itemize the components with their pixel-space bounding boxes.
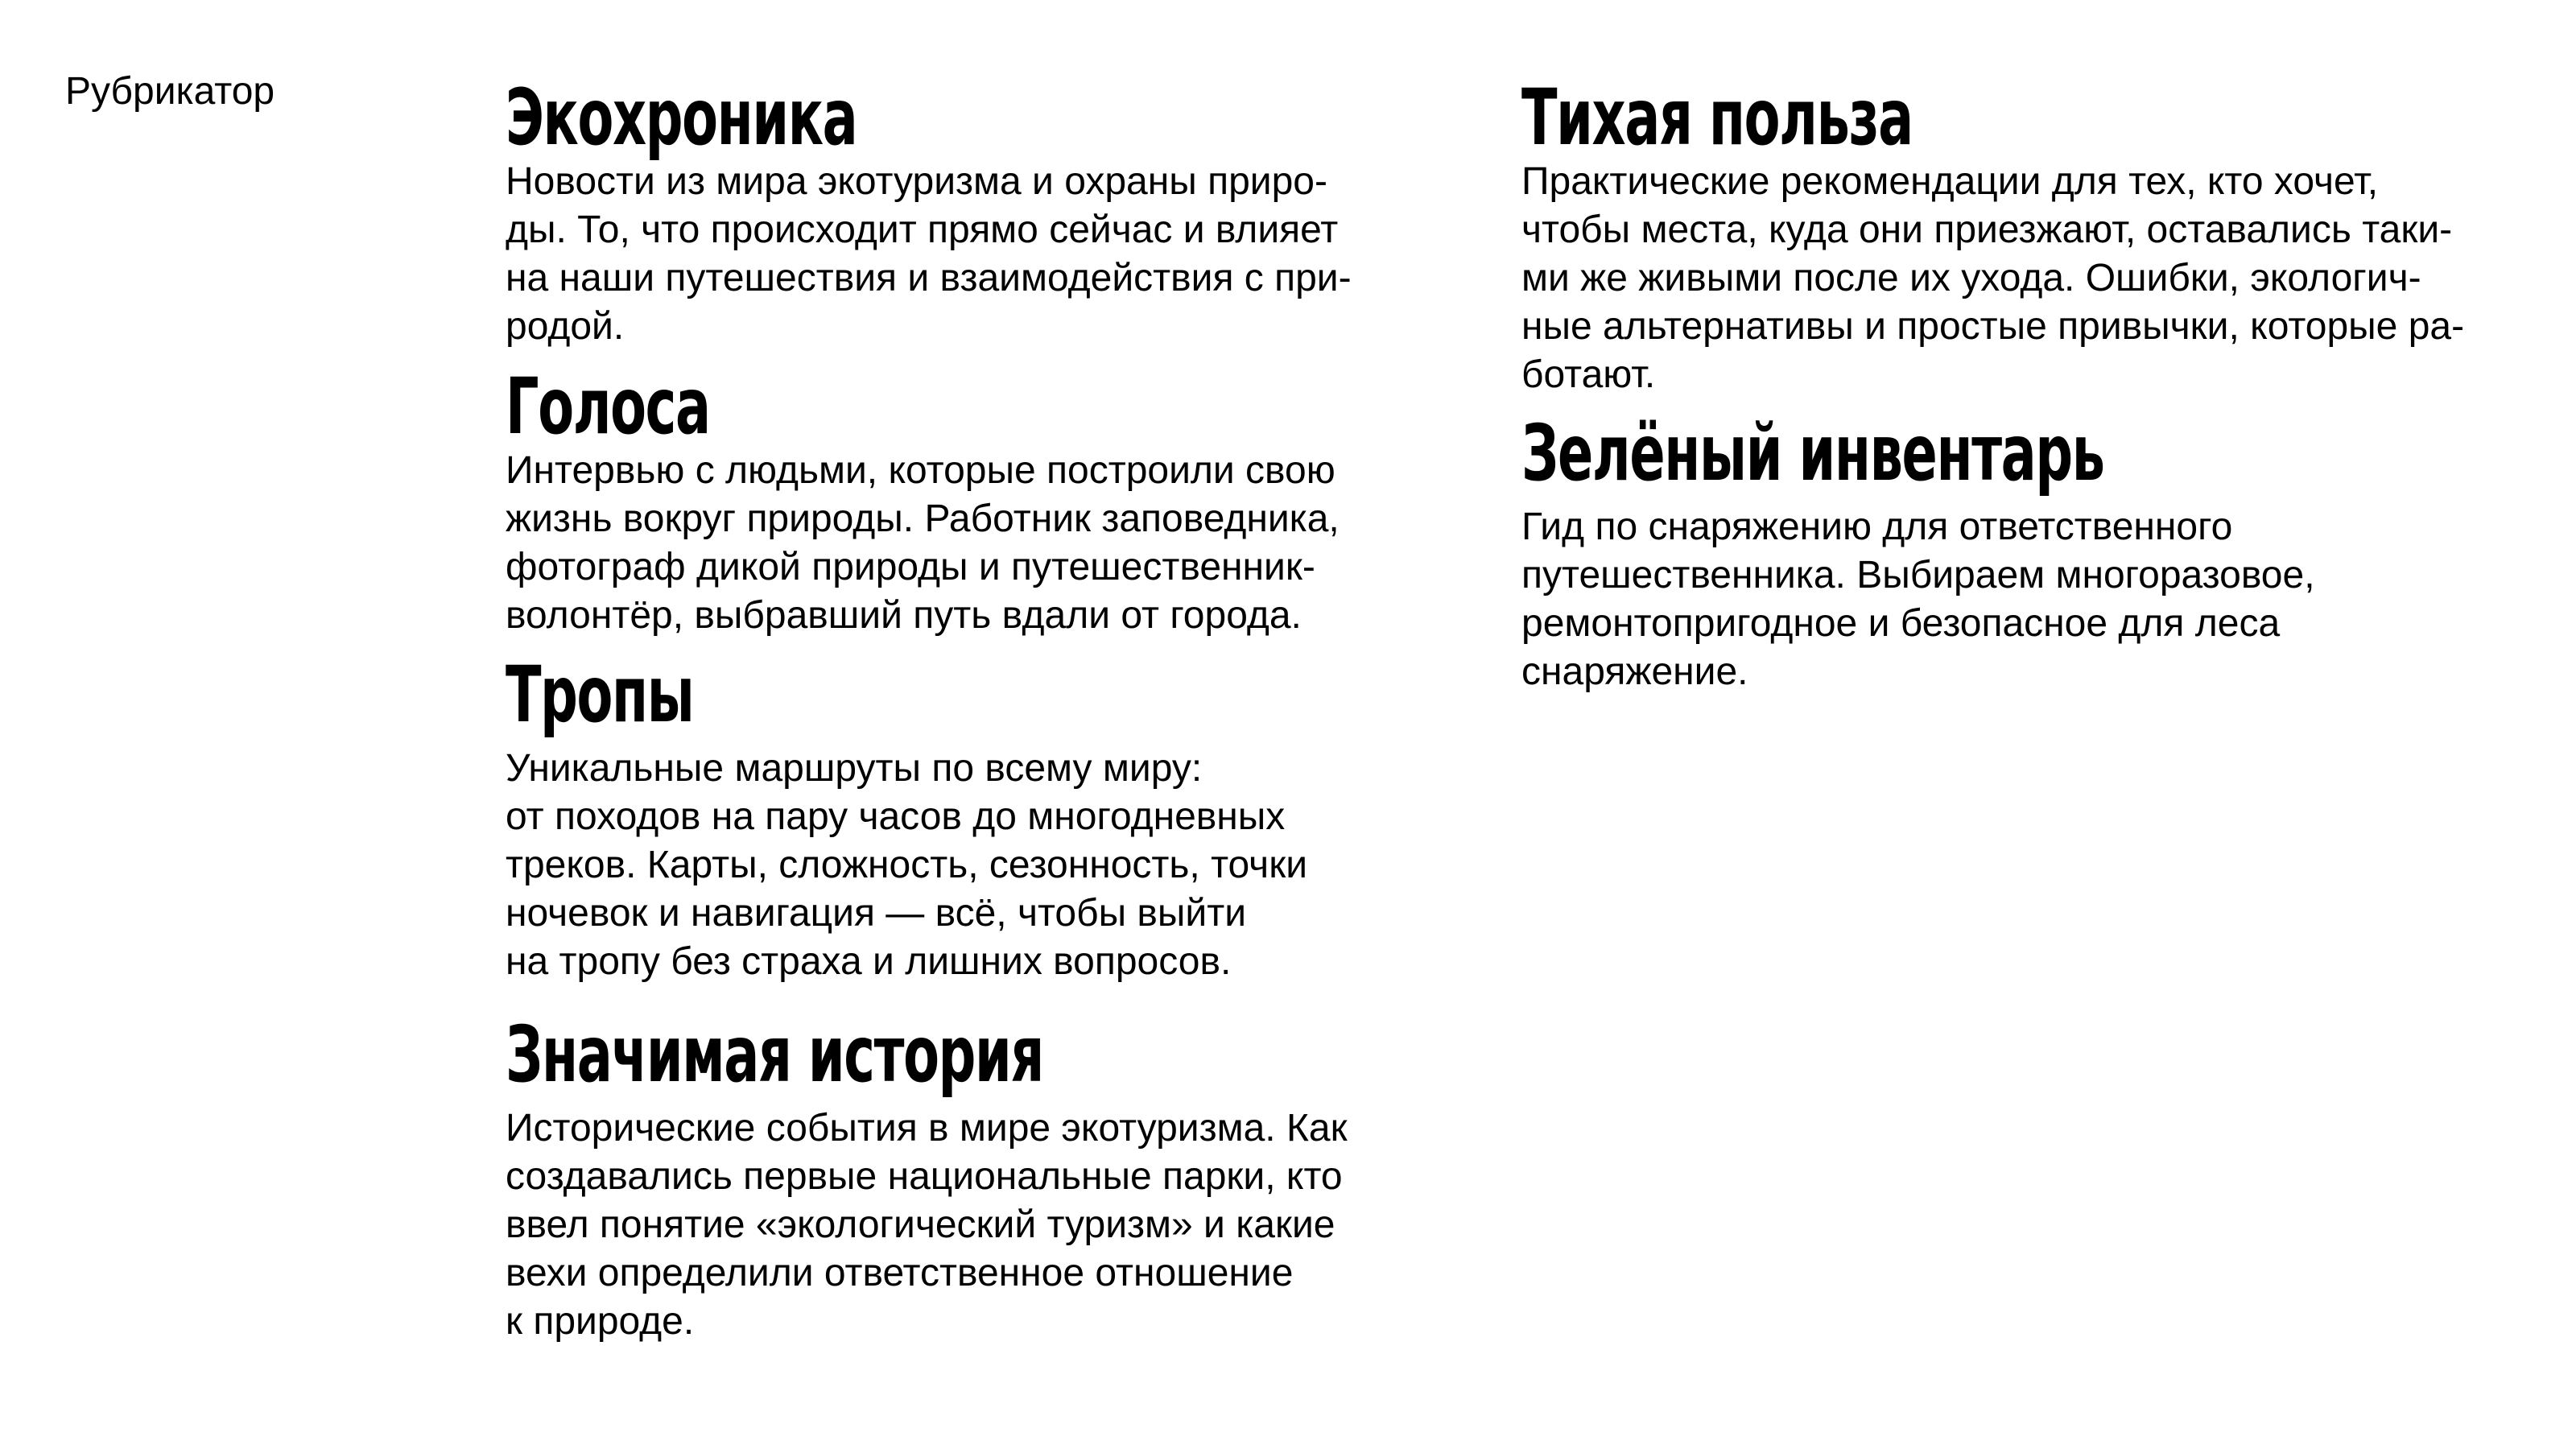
- description-line: от походов на пару часов до многодневных: [506, 795, 1286, 838]
- description-line: Практические рекомендации для тех, кто хочет,: [1521, 160, 2379, 203]
- description-line: на наши путешествия и взаимодействия с при-: [506, 257, 1352, 299]
- section-description: [1521, 503, 2552, 696]
- description-line: ввел понятие «экологический туризм» и какие: [506, 1203, 1335, 1246]
- description-line: вехи определили ответственное отношение: [506, 1252, 1294, 1294]
- section-description: [506, 158, 1439, 351]
- description-line: Уникальные маршруты по всему миру:: [506, 747, 1203, 790]
- description-line: на тропу без страха и лишних вопросов.: [506, 940, 1232, 983]
- description-line: фотограф дикой природы и путешественник-: [506, 546, 1315, 588]
- description-line: родой.: [506, 305, 625, 348]
- section-title: Зелёный инвентарь: [1521, 408, 2104, 498]
- description-line: Исторические события в мире экотуризма. Как: [506, 1107, 1348, 1150]
- section-description: [1521, 158, 2552, 399]
- description-line: Новости из мира экотуризма и охраны приро-: [506, 160, 1327, 203]
- description-line: треков. Карты, сложность, сезонность, точки: [506, 844, 1307, 886]
- section-title: Тихая польза: [1521, 72, 1913, 163]
- description-line: ми же живыми после их ухода. Ошибки, экологич-: [1521, 257, 2421, 299]
- description-line: ные альтернативы и простые привычки, которые ра-: [1521, 305, 2465, 348]
- description-line: жизнь вокруг природы. Работник заповедника,: [506, 497, 1340, 540]
- section-title: Тропы: [506, 650, 694, 740]
- section-zelyonyy-inventar: [1521, 408, 2552, 696]
- section-golosa: [506, 361, 1439, 640]
- description-line: волонтёр, выбравший путь вдали от города.: [506, 594, 1302, 637]
- description-line: путешественника. Выбираем многоразовое,: [1521, 554, 2315, 596]
- section-description: [506, 1104, 1439, 1346]
- page-label: Рубрикатор: [65, 70, 275, 113]
- description-line: Гид по снаряжению для ответственного: [1521, 506, 2233, 548]
- section-znachimaya-istoriya: [506, 1009, 1439, 1346]
- description-line: к природе.: [506, 1300, 695, 1343]
- section-ekokhronika: [506, 72, 1439, 351]
- section-description: [506, 447, 1439, 640]
- description-line: ботают.: [1521, 353, 1656, 396]
- section-description: [506, 745, 1439, 986]
- description-line: ремонтопригодное и безопасное для леса: [1521, 602, 2281, 645]
- description-line: чтобы места, куда они приезжают, оставались таки-: [1521, 208, 2453, 251]
- description-line: снаряжение.: [1521, 650, 1748, 693]
- description-line: Интервью с людьми, которые построили свою: [506, 449, 1335, 492]
- description-line: создавались первые национальные парки, кто: [506, 1155, 1343, 1198]
- description-line: ночевок и навигация — всё, чтобы выйти: [506, 892, 1247, 935]
- section-tropy: [506, 650, 1439, 986]
- section-title: Экохроника: [506, 72, 857, 163]
- section-title: Значимая история: [506, 1009, 1043, 1100]
- description-line: ды. То, что происходит прямо сейчас и влияет: [506, 208, 1339, 251]
- section-tikhaya-polza: [1521, 72, 2552, 399]
- section-title: Голоса: [506, 361, 710, 452]
